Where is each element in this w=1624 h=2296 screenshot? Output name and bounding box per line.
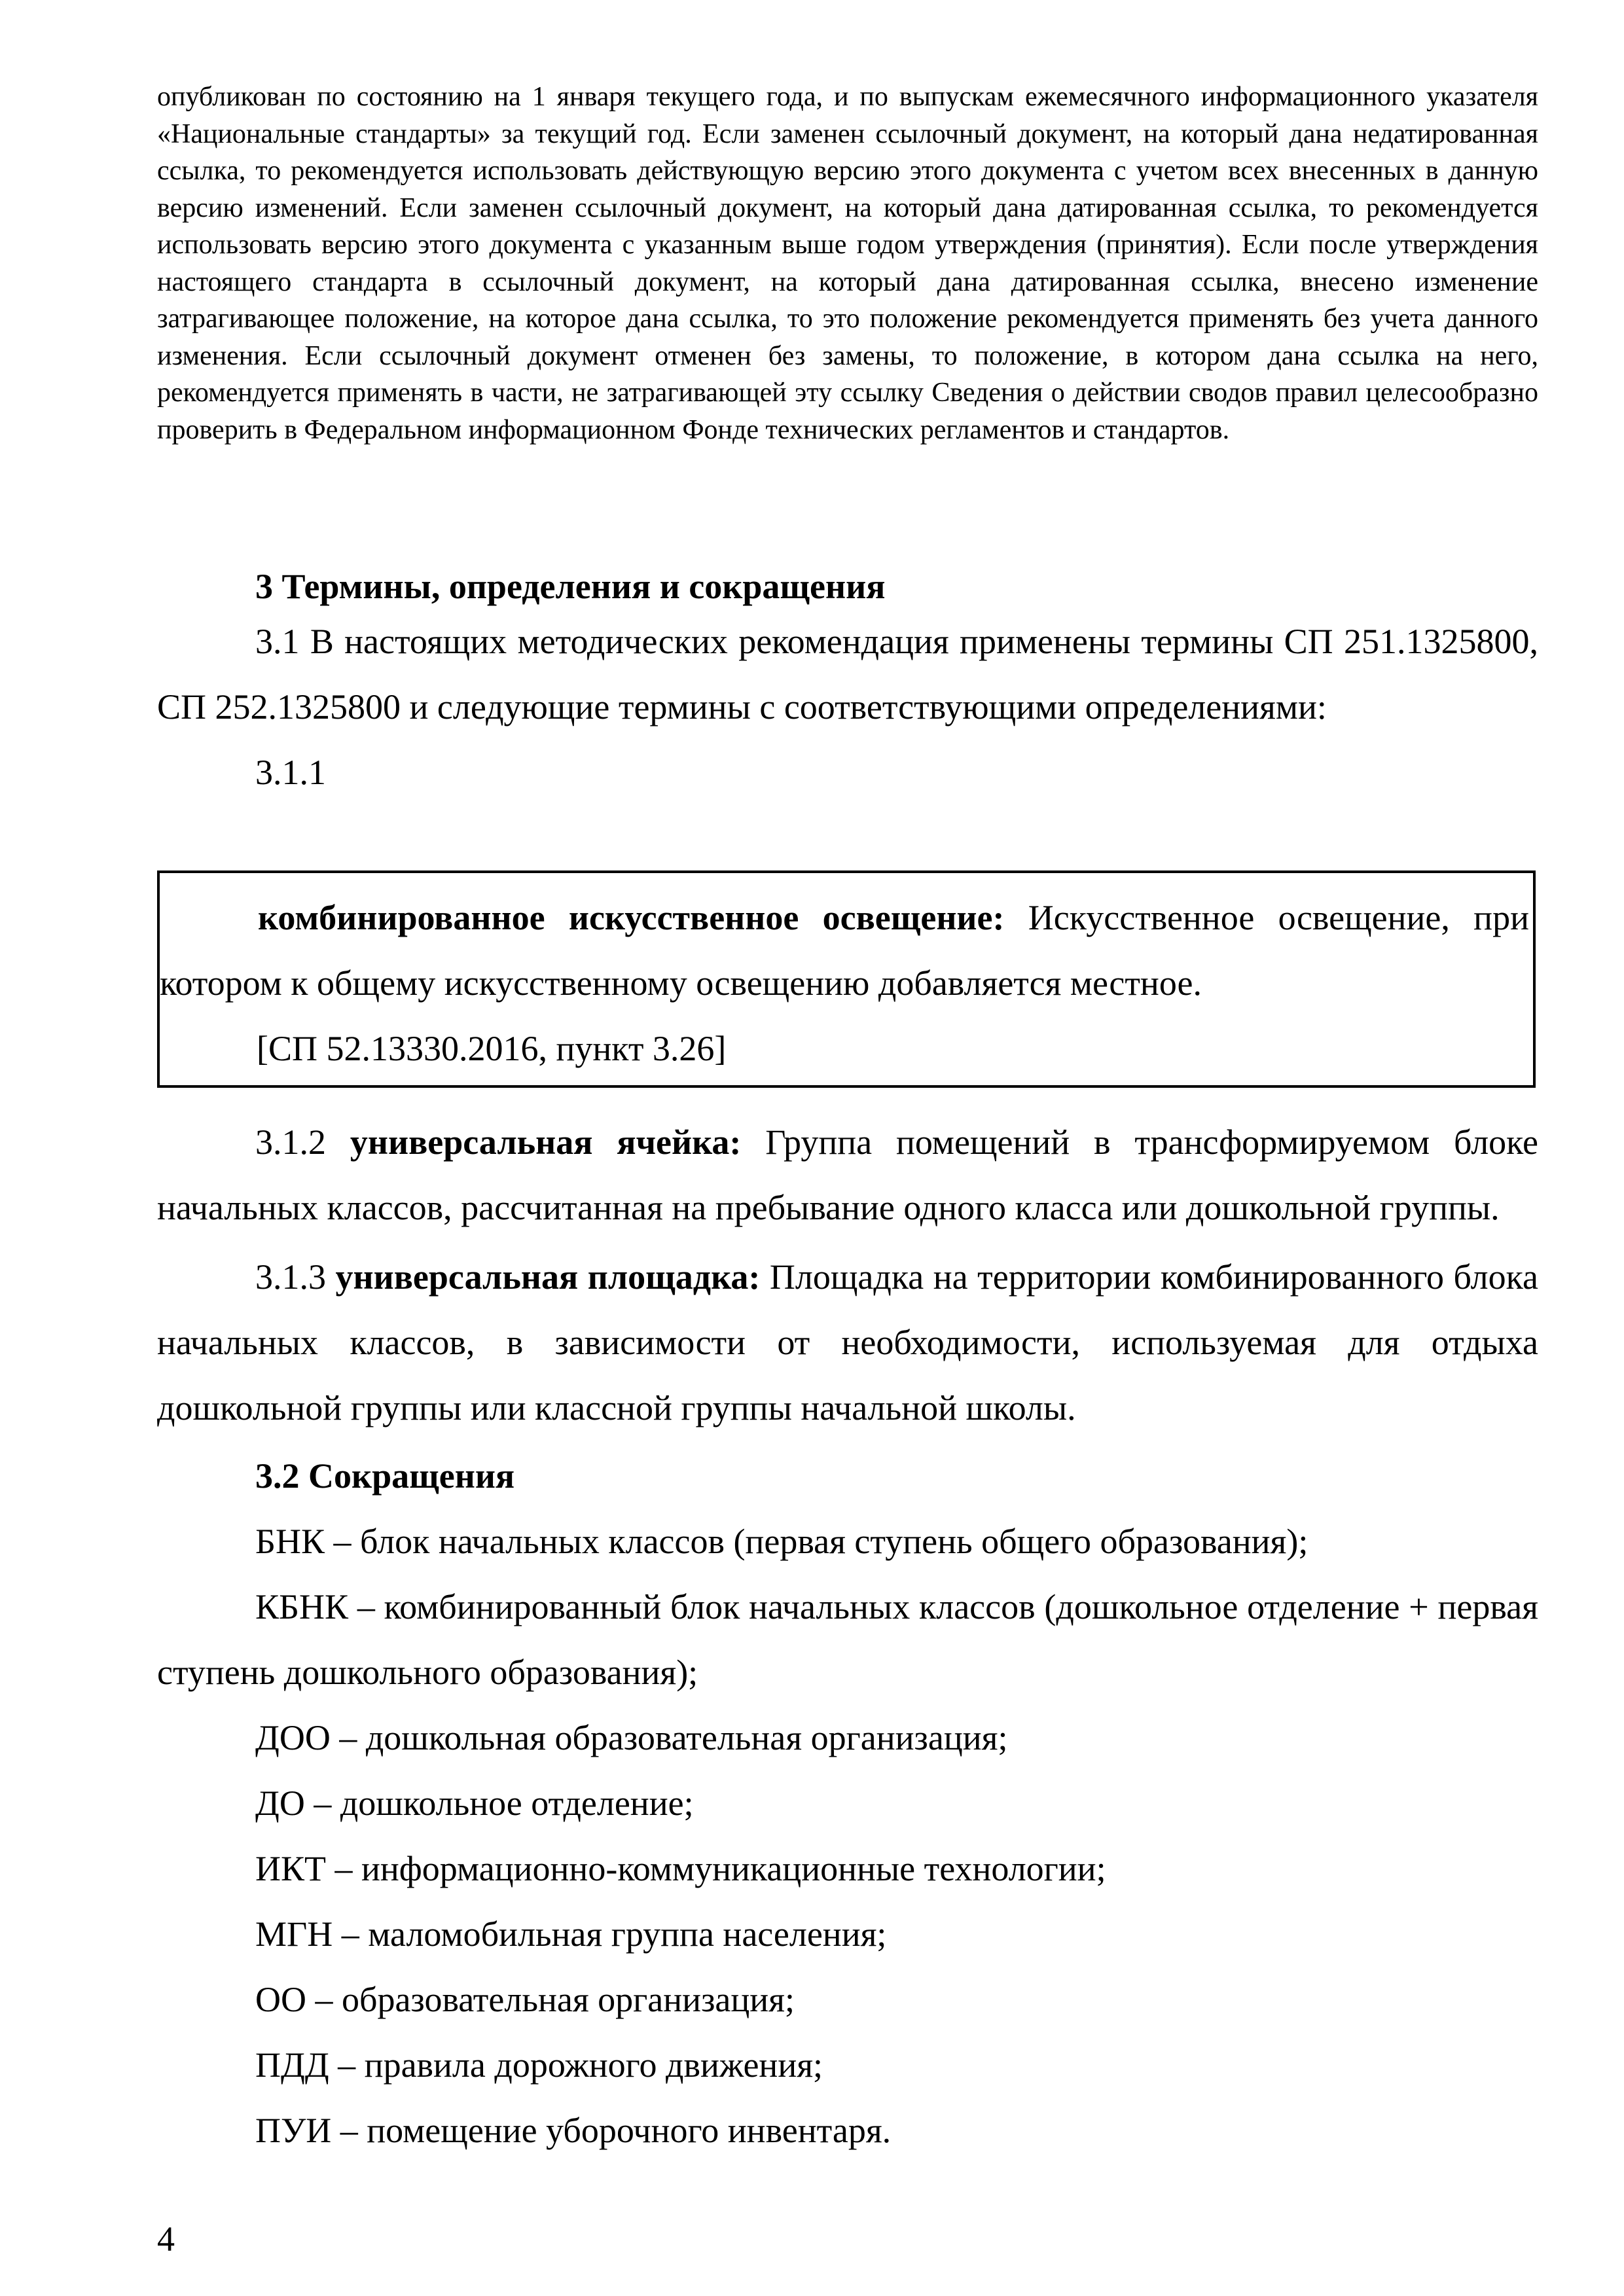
term-definition-box	[157, 870, 1536, 1088]
subsection-heading-3-2: 3.2 Сокращения	[255, 1456, 515, 1496]
paragraph-3-1-2	[157, 1109, 1538, 1240]
paragraph-3-1-3	[157, 1244, 1538, 1441]
paragraph-3-1: 3.1 В настоящих методических рекомендация применены термины СП 251.1325800, СП 252.1325800 и следующие термины с соответствующими определениями:	[157, 622, 1538, 726]
document-page	[157, 79, 1538, 448]
intro-paragraph: опубликован по состоянию на 1 января текущего года, и по выпускам ежемесячного информационного указателя «Национальные стандарты» за текущий год. Если заменен ссылочный документ, на который дана недатированная ссылка, то рекомендуется использовать действующую версию этого документа с учетом всех внесенных в данную версию изменений. Если заменен ссылочный документ, на который дана датированная ссылка, то рекомендуется использовать версию этого документа с указанным выше годом утверждения (принятия). Если после утверждения настоящего стандарта в ссылочный документ, на который дана датированная ссылка, внесено изменение затрагивающее положение, на которое дана ссылка, то это положение рекомендуется применять без учета данного изменения. Если ссылочный документ отменен без замены, то положение, в котором дана ссылка на него, рекомендуется применять в части, не затрагивающей эту ссылку Сведения о действии сводов правил целесообразно проверить в Федеральном информационном Фонде технических регламентов и стандартов.	[157, 82, 1538, 445]
abbreviation-item: КБНК – комбинированный блок начальных классов (дошкольное отделение + первая ступень дошкольного образования);	[157, 1587, 1538, 1692]
term-definition-3-1-1	[160, 885, 1533, 1016]
definition-universal-cell: Группа помещений в трансформируемом блоке начальных классов, рассчитанная на пребывание одного класса или дошкольной группы.	[157, 1122, 1538, 1227]
abbreviation-item: ПДД – правила дорожного движения;	[255, 2045, 823, 2085]
term-combined-lighting: комбинированное искусственное освещение:	[258, 898, 1005, 937]
abbreviation-item: ДОО – дошкольная образовательная организация;	[255, 1718, 1008, 1757]
term-universal-cell: универсальная ячейка:	[350, 1122, 742, 1162]
term-universal-site: универсальная площадка:	[335, 1257, 761, 1297]
definition-universal-site: Площадка на территории комбинированного блока начальных классов, в зависимости от необходимости, используемая для отдыха дошкольной группы или классной группы начальной школы.	[157, 1257, 1539, 1427]
terms-list	[157, 1109, 1538, 2163]
section-heading-3: 3 Термины, определения и сокращения	[255, 567, 886, 606]
section-3-body	[157, 609, 1538, 805]
abbreviations-list	[157, 1509, 1538, 2163]
paragraph-3-1-1-number: 3.1.1	[255, 753, 326, 792]
abbreviation-item: ИКТ – информационно-коммуникационные технологии;	[255, 1849, 1106, 1888]
page-number: 4	[157, 2219, 175, 2259]
term-source-reference: [СП 52.13330.2016, пункт 3.26]	[257, 1029, 727, 1068]
abbreviation-item: ПУИ – помещение уборочного инвентаря.	[255, 2111, 892, 2150]
paragraph-3-1-3-number: 3.1.3	[255, 1257, 336, 1297]
abbreviation-item: МГН – маломобильная группа населения;	[255, 1914, 887, 1954]
abbreviation-item: БНК – блок начальных классов (первая ступень общего образования);	[255, 1522, 1308, 1561]
paragraph-3-1-2-number: 3.1.2	[255, 1122, 350, 1162]
definition-combined-lighting: Искусственное освещение, при котором к общему искусственному освещению добавляется местное.	[160, 898, 1529, 1003]
abbreviation-item: ДО – дошкольное отделение;	[255, 1784, 694, 1823]
abbreviation-item: ОО – образовательная организация;	[255, 1980, 795, 2019]
